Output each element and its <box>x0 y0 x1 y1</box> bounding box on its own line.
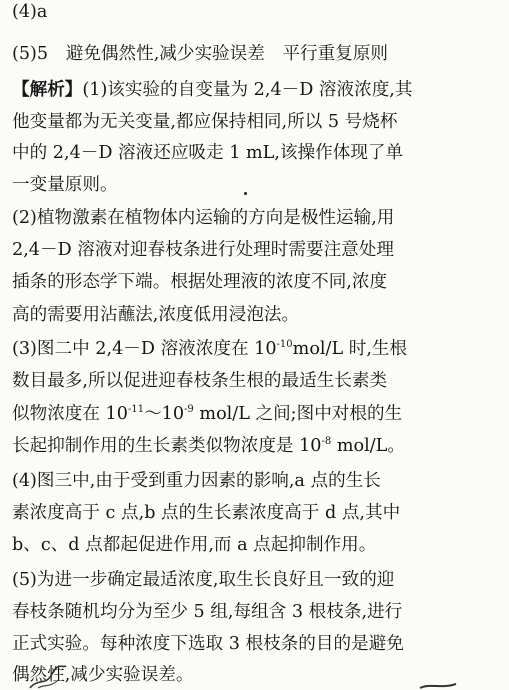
analysis-p3-line1 <box>12 337 509 361</box>
analysis-p3-line4 <box>12 434 509 458</box>
analysis-p5-line4: 偶然性,减少实验误差。 <box>12 665 194 685</box>
p3-line4-exponent: -8 <box>321 436 332 448</box>
p3-line3-text-b: ～10 <box>144 404 185 424</box>
analysis-label: 【解析】 <box>12 79 83 100</box>
pen-scribble-mark-bottom <box>418 682 458 690</box>
analysis-p5-line1: (5)为进一步确定最适浓度,取生长良好且一致的迎 <box>12 570 395 590</box>
answer-4: (4)a <box>12 2 48 22</box>
analysis-p1-line1 <box>12 78 509 102</box>
analysis-p4-line2: 素浓度高于 c 点,b 点的生长素浓度高于 d 点,其中 <box>12 503 401 523</box>
analysis-p3-line3 <box>12 402 509 426</box>
analysis-p3-line2: 数目最多,所以促进迎春枝条生根的最适生长素类 <box>12 371 388 391</box>
analysis-p2-line3: 插条的形态学下端。根据处理液的浓度不同,浓度 <box>12 272 388 292</box>
speck-mark <box>244 192 247 195</box>
p3-line3-exponent-2: -9 <box>184 404 194 416</box>
analysis-p2-line4: 高的需要用沾蘸法,浓度低用浸泡法。 <box>12 305 300 325</box>
analysis-p1-line2: 他变量都为无关变量,都应保持相同,所以 5 号烧杯 <box>12 112 398 132</box>
answer-5-text: 避免偶然性,减少实验误差 平行重复原则 <box>65 44 389 64</box>
analysis-p4-line3: b、c、d 点都起促进作用,而 a 点起抑制作用。 <box>12 535 377 555</box>
p3-line1-exponent: -10 <box>276 339 293 351</box>
analysis-p5-line2: 春枝条随机均分为至少 5 组,每组含 3 根枝条,进行 <box>12 602 403 622</box>
pen-scribble-mark <box>28 664 68 690</box>
p3-line3-text-c: mol/L 之间;图中对根的生 <box>193 404 403 424</box>
analysis-p5-line3: 正式实验。每种浓度下选取 3 根枝条的目的是避免 <box>12 634 404 654</box>
analysis-p2-line2: 2,4－D 溶液对迎春枝条进行处理时需要注意处理 <box>12 240 394 260</box>
p3-line4-text-b: mol/L。 <box>331 436 405 456</box>
p3-line1-text-a: (3)图二中 2,4－D 溶液浓度在 10 <box>12 339 277 359</box>
analysis-text: (1)该实验的自变量为 2,4－D 溶液浓度,其 <box>82 80 413 100</box>
analysis-p1-line4: 一变量原则。 <box>12 175 118 195</box>
analysis-p1-line3: 中的 2,4－D 溶液还应吸走 1 mL,该操作体现了单 <box>12 143 404 163</box>
analysis-p2-line1: (2)植物激素在植物体内运输的方向是极性运输,用 <box>12 208 395 228</box>
p3-line1-text-b: mol/L 时,生根 <box>292 339 408 359</box>
answer-5 <box>12 42 509 66</box>
p3-line3-exponent-1: -11 <box>127 404 145 416</box>
p3-line3-text-a: 似物浓度在 10 <box>12 404 128 424</box>
p3-line4-text-a: 长起抑制作用的生长素类似物浓度是 10 <box>12 436 322 456</box>
answer-5-number: (5)5 <box>12 44 66 64</box>
analysis-p4-line1: (4)图三中,由于受到重力因素的影响,a 点的生长 <box>12 471 381 491</box>
